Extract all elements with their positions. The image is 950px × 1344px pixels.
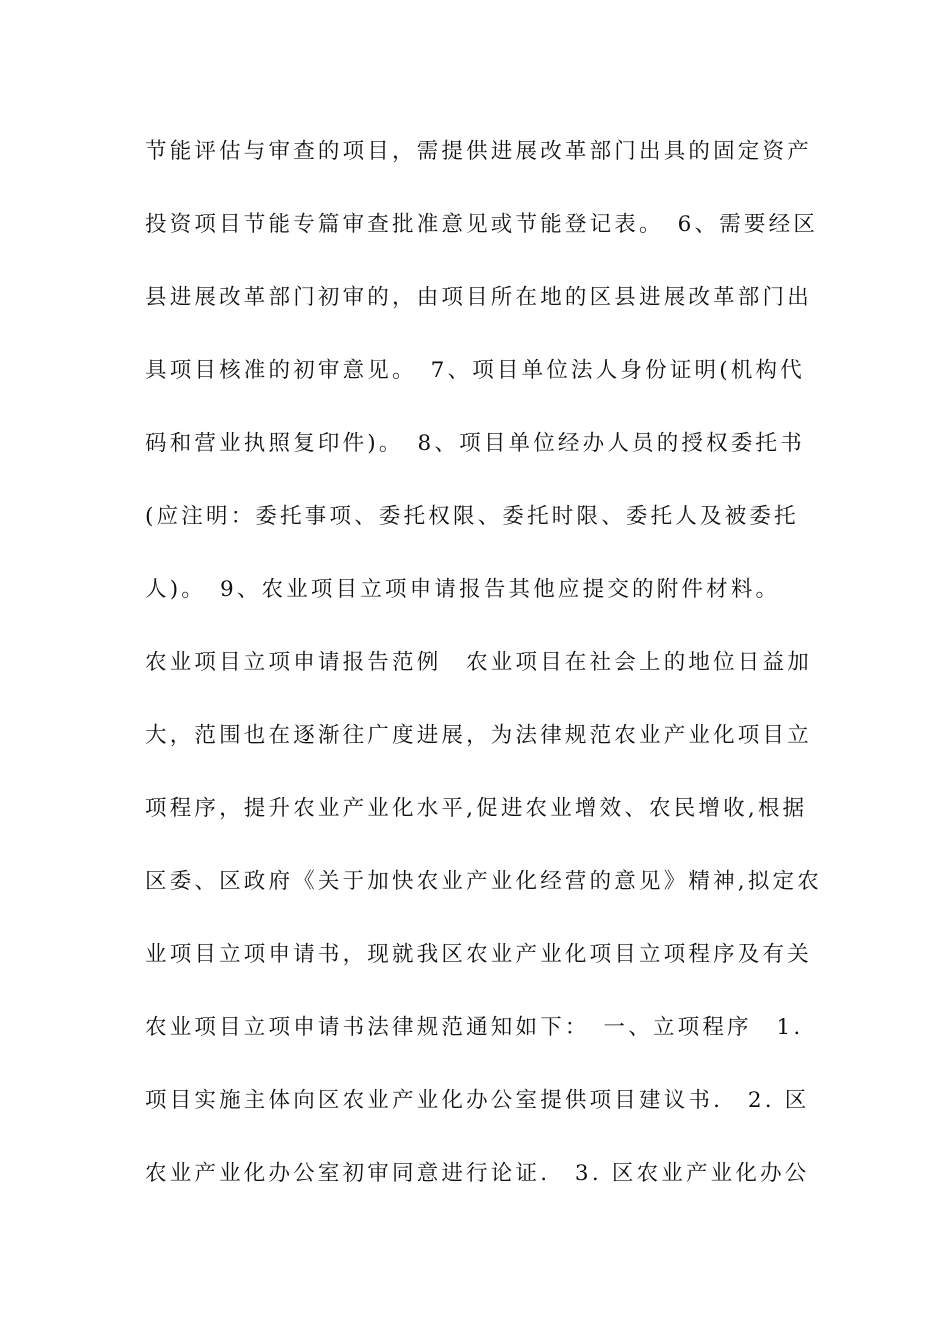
text-line: 农业项目立项申请报告范例 农业项目在社会上的地位日益加 — [145, 650, 812, 675]
text-line: 区委、区政府《关于加快农业产业化经营的意见》精神,拟定农 — [145, 869, 822, 894]
text-line: 农业项目立项申请书法律规范通知如下： 一、立项程序 1. — [145, 1015, 804, 1040]
text-line: 投资项目节能专篇审查批准意见或节能登记表。 6、需要经区 — [145, 212, 819, 237]
text-line: 码和营业执照复印件)。 8、项目单位经办人员的授权委托书 — [145, 431, 805, 456]
text-line: 节能评估与审查的项目，需提供进展改革部门出具的固定资产 — [145, 139, 812, 164]
text-line: (应注明：委托事项、委托权限、委托时限、委托人及被委托 — [145, 504, 799, 529]
text-line: 人)。 9、农业项目立项申请报告其他应提交的附件材料。 — [145, 577, 781, 602]
text-line: 县进展改革部门初审的，由项目所在地的区县进展改革部门出 — [145, 285, 812, 310]
text-line: 具项目核准的初审意见。 7、项目单位法人身份证明(机构代 — [145, 358, 805, 383]
text-line: 项程序，提升农业产业化水平,促进农业增效、农民增收,根据 — [145, 796, 808, 821]
text-line: 项目实施主体向区农业产业化办公室提供项目建议书. 2. 区 — [145, 1088, 810, 1113]
text-line: 大，范围也在逐渐往广度进展，为法律规范农业产业化项目立 — [145, 723, 812, 748]
text-line: 业项目立项申请书，现就我区农业产业化项目立项程序及有关 — [145, 942, 812, 967]
text-line: 农业产业化办公室初审同意进行论证. 3. 区农业产业化办公 — [145, 1161, 810, 1186]
body-text — [145, 128, 822, 1223]
